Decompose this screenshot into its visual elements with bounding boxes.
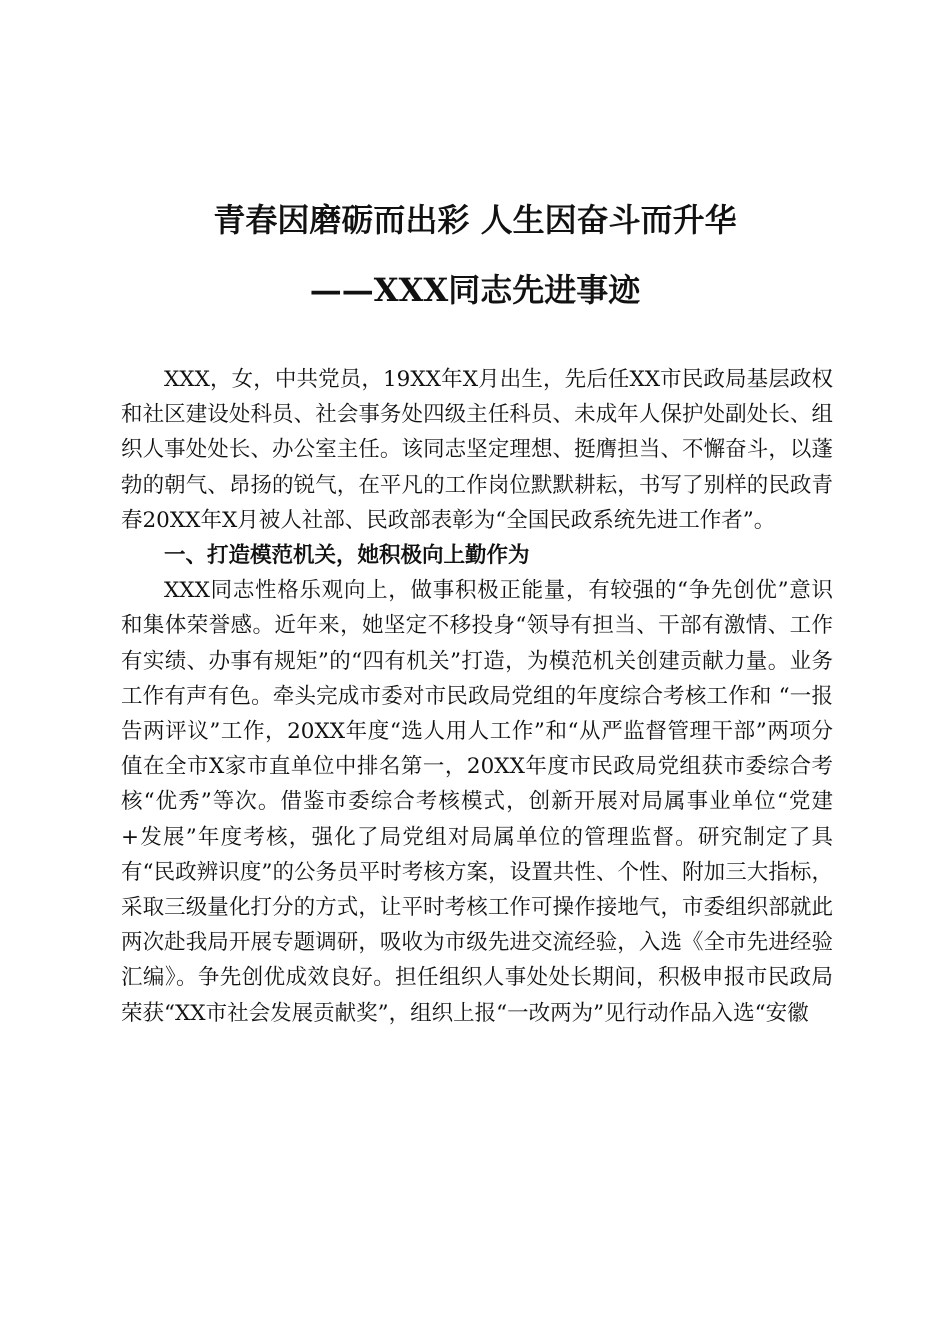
document-title: 青春因磨砺而出彩 人生因奋斗而升华 <box>213 201 737 239</box>
section-heading: 一、打造模范机关，她积极向上勤作为 <box>164 543 530 569</box>
section-paragraph: XXX同志性格乐观向上，做事积极正能量，有较强的“争先创优”意识和集体荣誉感。近年来，她坚定不移投身“领导有担当、干部有激情、工作有实绩、办事有规矩”的“四有机关”打造，为模范机关创建贡献力量。业务工作有声有色。牵头完成市委对市民政局党组的年度综合考核工作和 “一报告两评议”工作，20XX年度“选人用人工作”和“从严监督管理干部”两项分值在全市X家市直单位中排名第一，20XX年度市民政局党组获市委综合考核“优秀”等次。借鉴市委综合考核模式，创新开展对局属事业单位“党建+发展”年度考核，强化了局党组对局属单位的管理监督。研究制定了具有“民政辨识度”的公务员平时考核方案，设置共性、个性、附加三大指标，采取三级量化打分的方式，让平时考核工作可操作接地气，市委组织部就此两次赴我局开展专题调研，吸收为市级先进交流经验，入选《全市先进经验汇编》。争先创优成效良好。担任组织人事处处长期间，积极申报市民政局荣获“XX市社会发展贡献奖”，组织上报“一改两为”见行动作品入选“安徽 <box>121 578 833 1026</box>
document-body <box>121 362 833 1031</box>
intro-paragraph: XXX，女，中共党员，19XX年X月出生，先后任XX市民政局基层政权和社区建设处科员、社会事务处四级主任科员、未成年人保护处副处长、组织人事处处长、办公室主任。该同志坚定理想、挺膺担当、不懈奋斗，以蓬勃的朝气、昂扬的锐气，在平凡的工作岗位默默耕耘，书写了别样的民政青春20XX年X月被人社部、民政部表彰为“全国民政系统先进工作者”。 <box>121 367 833 533</box>
document-subtitle: ——XXX同志先进事迹 <box>309 271 641 309</box>
